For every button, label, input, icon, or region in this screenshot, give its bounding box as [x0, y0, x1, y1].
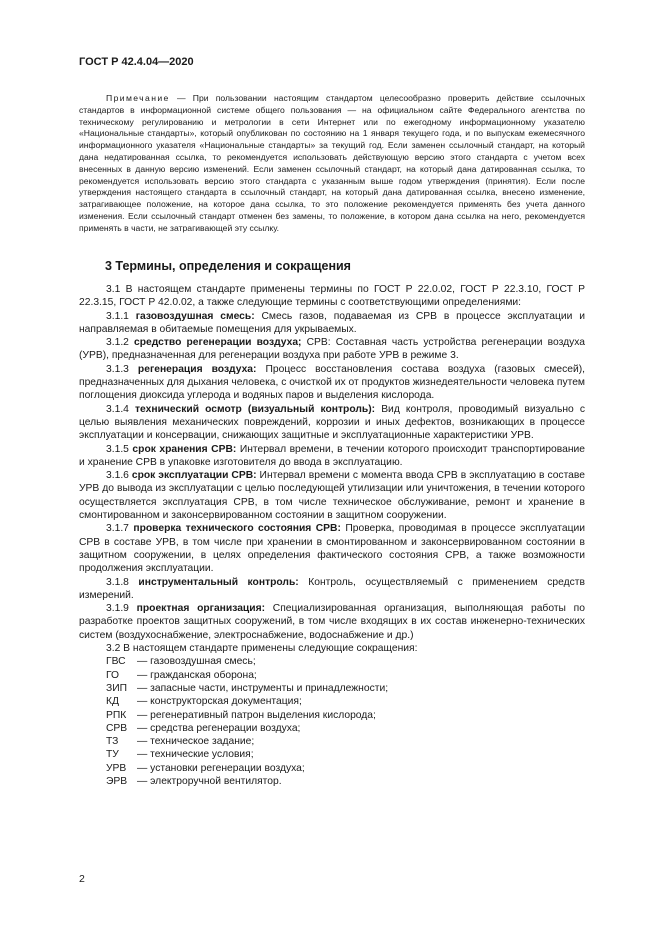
abbreviation-row: [79, 669, 585, 682]
term-entry: [79, 310, 585, 337]
abbreviation-meaning: — установки регенерации воздуха;: [137, 762, 305, 774]
term-entry: [79, 336, 585, 363]
term-definition: СРВ: Составная часть устройства регенерации воздуха (УРВ), предназначенная для регенерации воздуха при работе УРВ в режиме 3.: [79, 337, 585, 362]
term-definition: Интервал времени, в течении которого происходит транспортирование и хранение СРВ в упаковке изготовителя до ввода в эксплуатацию.: [79, 443, 585, 468]
terms-intro: 3.1 В настоящем стандарте применены термины по ГОСТ Р 22.0.02, ГОСТ Р 22.3.10, ГОСТ Р 22.3.15, ГОСТ Р 42.0.02, а также следующие термины с соответствующими определениями:: [79, 284, 585, 309]
abbreviation-row: [79, 775, 585, 788]
term-entry: [79, 363, 585, 403]
section-body: [79, 283, 585, 788]
term-number: 3.1.5: [106, 443, 129, 455]
terms-list: [79, 310, 585, 642]
abbreviation-meaning: — конструкторская документация;: [137, 696, 302, 708]
term-definition: Контроль, осуществляемый с применением средств измерений.: [79, 576, 585, 601]
abbreviation-meaning: — регенеративный патрон выделения кислорода;: [137, 709, 376, 721]
note-text: — При пользовании настоящим стандартом целесообразно проверить действие ссылочных стандартов в информационной системе общего пользования — на официальном сайте Федерального агентства по техническому регулированию и метрологии в сети Интернет или по ежегодному информационному указателю «Национальные стандарты», который опубликован по состоянию на 1 января текущего года, и по выпускам ежемесячного информационного указателя «Национальные стандарты» за текущий год. Если заменен ссылочный стандарт, на который дана недатированная ссылка, то рекомендуется использовать действующую версию этого стандарта с учетом всех внесенных в данную версию изменений. Если заменен ссылочный стандарт, на который дана датированная ссылка, то рекомендуется использовать версию этого стандарта с указанным выше годом утверждения (принятия). Если после утверждения настоящего стандарта в ссылочный стандарт, на который дана датированная ссылка, внесено изменение, затрагивающее положение, на которое дана ссылка, то это положение рекомендуется применять без учета данного изменения. Если ссылочный стандарт отменен без замены, то положение, в котором дана ссылка на него, рекомендуется применять в части, не затрагивающей эту ссылку.: [79, 93, 585, 233]
abbreviation-code: КД: [106, 696, 119, 708]
term-entry: [79, 522, 585, 575]
term-entry: [79, 469, 585, 522]
term-definition: Вид контроля, проводимый визуально с целью выявления механических повреждений, коррозии и иных дефектов, возникающих в процессе эксплуатации и консервации, снижающих защитные и эксплуатационные характеристики УРВ.: [79, 403, 585, 442]
term-number: 3.1.1: [106, 310, 129, 322]
term-number: 3.1.9: [106, 603, 129, 615]
term-name: срок хранения СРВ:: [132, 443, 237, 455]
term-name: газовоздушная смесь:: [135, 310, 255, 322]
abbreviation-meaning: — газовоздушная смесь;: [137, 656, 256, 668]
abbreviation-meaning: — технические условия;: [137, 749, 254, 761]
abbreviation-row: [79, 762, 585, 775]
abbreviation-meaning: — средства регенерации воздуха;: [137, 722, 301, 734]
page-number: 2: [79, 873, 85, 885]
abbreviation-row: [79, 722, 585, 735]
term-number: 3.1.4: [106, 403, 129, 415]
term-name: регенерация воздуха:: [137, 363, 257, 375]
term-definition: Интервал времени с момента ввода СРВ в эксплуатацию в составе УРВ до вывода из эксплуатации с целью последующей утилизации или уничтожения, в течении которого осуществляется эксплуатация СРВ, в том числе техническое обслуживание, ремонт и хранение в смонтированном и законсервированном состоянии в защитном сооружении.: [79, 470, 585, 522]
abbreviation-meaning: — запасные части, инструменты и принадлежности;: [137, 682, 389, 694]
abbreviation-code: СРВ: [106, 722, 128, 734]
term-definition: Процесс восстановления состава воздуха (газовых смесей), предназначенных для дыхания человека, с очисткой их от продуктов жизнедеятельности человека путем поглощения диоксида углерода и водяных паров и выделения кислорода.: [79, 363, 586, 402]
term-entry: [79, 576, 585, 603]
abbreviation-code: ЗИП: [106, 682, 128, 694]
abbreviation-meaning: — техническое задание;: [137, 736, 255, 748]
abbreviation-code: ТЗ: [106, 736, 119, 748]
term-definition: Смесь газов, подаваемая из СРВ в процессе эксплуатации и направляемая в обитаемые помещения для укрываемых.: [79, 310, 585, 335]
term-name: средство регенерации воздуха;: [134, 337, 302, 349]
term-name: проверка технического состояния СРВ:: [133, 523, 341, 535]
abbreviation-row: [79, 709, 585, 722]
abbreviation-row: [79, 748, 585, 761]
abbreviation-code: ГВС: [106, 656, 126, 668]
section-title: 3 Термины, определения и сокращения: [105, 259, 351, 273]
abbreviation-meaning: — электроручной вентилятор.: [137, 775, 282, 787]
term-entry: [79, 602, 585, 642]
term-entry: [79, 403, 585, 443]
term-number: 3.1.8: [106, 576, 129, 588]
abbreviation-code: ТУ: [106, 749, 119, 761]
abbreviation-row: [79, 682, 585, 695]
abbreviation-code: УРВ: [106, 762, 127, 774]
term-name: проектная организация:: [136, 603, 266, 615]
document-header: ГОСТ Р 42.4.04—2020: [79, 56, 194, 68]
term-name: технический осмотр (визуальный контроль):: [135, 403, 376, 415]
abbreviation-code: ЭРВ: [106, 775, 128, 787]
abbreviation-row: [79, 655, 585, 668]
term-entry: [79, 443, 585, 470]
term-definition: Специализированная организация, выполняющая работы по разработке проектов защитных сооружений, в том числе входящих в их состав инженерно-технических систем (воздухоснабжение, электроснабжение, водоснабжение и др.): [79, 603, 585, 641]
abbreviation-row: [79, 695, 585, 708]
abbreviation-row: [79, 735, 585, 748]
reference-note: [79, 93, 585, 235]
note-label: Примечание: [106, 93, 170, 103]
term-number: 3.1.6: [106, 470, 129, 482]
term-name: срок эксплуатации СРВ:: [131, 470, 257, 482]
term-number: 3.1.7: [106, 523, 129, 535]
term-number: 3.1.2: [106, 337, 129, 349]
abbreviations-intro: 3.2 В настоящем стандарте применены следующие сокращения:: [106, 643, 418, 655]
abbreviations-list: [79, 655, 585, 788]
term-number: 3.1.3: [106, 363, 129, 375]
abbreviation-code: РПК: [106, 709, 127, 721]
abbreviation-code: ГО: [106, 669, 120, 681]
term-name: инструментальный контроль:: [138, 576, 299, 588]
term-definition: Проверка, проводимая в процессе эксплуатации СРВ в составе УРВ, в том числе при хранении в смонтированном и законсервированном состоянии в защитном сооружении, в целях определения фактического состояния СРВ, а также возможности продолжения эксплуатации.: [79, 523, 585, 575]
abbreviation-meaning: — гражданская оборона;: [137, 669, 257, 681]
